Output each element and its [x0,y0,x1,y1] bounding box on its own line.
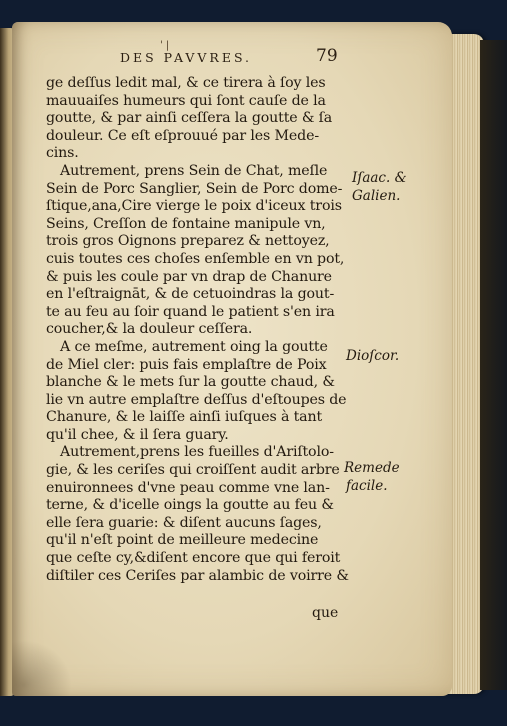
text-line: lie vn autre emplaſtre deſſus d'eſtoupes de [46,391,347,408]
text-line: douleur. Ce eſt eſprouué par les Mede- [46,127,319,144]
margin-note-galien: Galien. [352,188,401,204]
text-line: terne, & d'icelle oings la goutte au feu & [46,497,334,514]
text-line: A ce meſme, autrement oing la goutte [60,338,328,355]
text-line: blanche & le mets ſur la goutte chaud, & [46,374,335,391]
text-line: Chanure, & le laiſſe ainſi iuſques à tant [46,409,323,426]
page-number: 79 [316,46,338,66]
text-line: de Miel cler: puis fais emplaſtre de Poix [46,356,327,373]
text-line: Autrement,prens les fueilles d'Ariſtolo- [60,444,334,461]
text-line: qu'il n'eſt point de meilleure medecine [46,532,319,549]
margin-note-dioscor: Dioſcor. [346,348,400,364]
text-line: elle ſera guarie: & diſent aucuns ſages, [46,514,322,531]
text-line: te au feu au ſoir quand le patient s'en ira [46,303,335,320]
margin-note-facile: facile. [346,478,388,494]
text-line: ge deſſus ledit mal, & ce tirera à ſoy les [46,75,326,91]
text-line: qu'il chee, & il ſera guary. [46,426,229,443]
body-text [46,75,349,585]
running-head: DES PAVVRES. [120,50,253,65]
text-line: coucher,& la douleur ceſſera. [46,321,253,338]
page-header [0,46,507,72]
text-line: ſtique,ana,Cire vierge le poix d'iceux trois [46,198,342,215]
text-line: enuironnees d'vne peau comme vne lan- [46,479,330,496]
margin-note-isaac: Iſaac. & [352,170,407,186]
text-line: en l'eſtraignāt, & de cetuoindras la gout- [46,286,335,303]
text-line: trois gros Oignons preparez & nettoyez, [46,233,330,250]
text-line: gie, & les ceriſes qui croiſſent audit arbre [46,462,340,479]
page-stain [12,640,72,696]
text-line: cuis toutes ces choſes enſemble en vn pot, [46,250,345,267]
catchword: que [312,605,339,621]
text-line: que ceſte cy,&diſent encore que qui feroit [46,550,341,567]
text-line: cins. [46,145,79,162]
signature-mark: ' | [160,40,170,51]
margin-note-remede: Remede [344,460,400,476]
text-line: diſtiler ces Ceriſes par alambic de voirre & [46,567,349,584]
text-line: mauuaiſes humeurs qui ſont cauſe de la [46,92,326,109]
text-line: goutte, & par ainſi ceſſera la goutte & ſa [46,110,333,127]
book-cover-edge [480,40,507,690]
text-line: Autrement, prens Sein de Chat, meſle [60,162,328,179]
text-line: Seins, Creſſon de fontaine manipule vn, [46,215,326,232]
text-line: & puis les coule par vn drap de Chanure [46,268,332,285]
text-line: Sein de Porc Sanglier, Sein de Porc dome- [46,180,343,197]
